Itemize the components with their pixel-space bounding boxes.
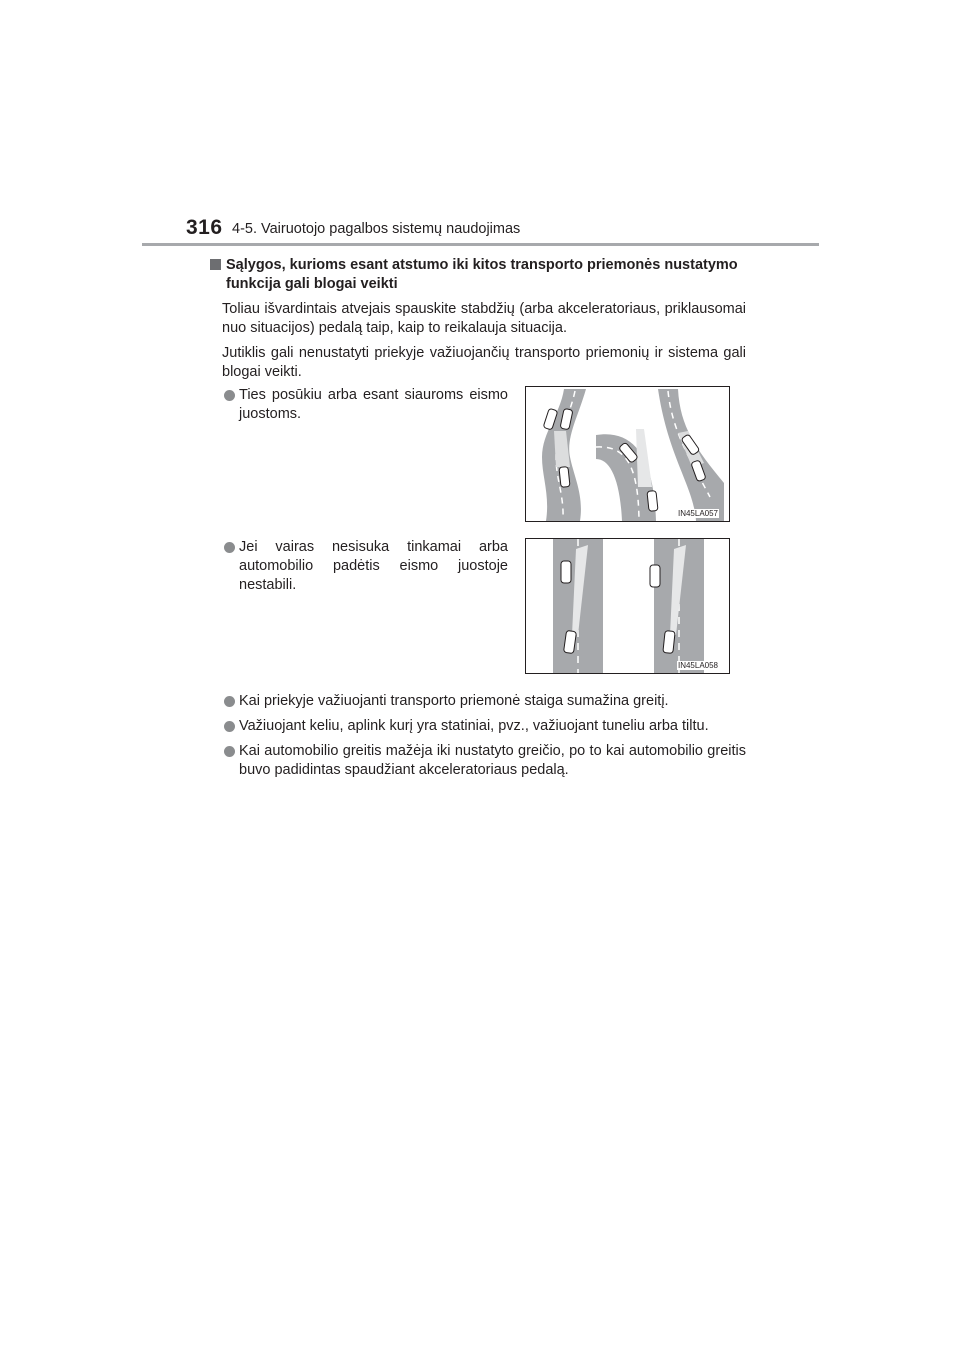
- curve-road-drawing: [526, 387, 729, 521]
- page-header: [0, 0, 960, 250]
- bullet-list: [210, 692, 746, 780]
- section-heading: [210, 256, 746, 294]
- bullet-text: Kai automobilio greitis mažėja iki nustatyto greičio, po to kai automobilio greitis buvo padidintas spaudžiant akceleratoriaus pedalą.: [239, 743, 746, 778]
- bullet-item: [210, 717, 746, 736]
- bullet-dot-icon: [224, 542, 235, 553]
- illustrated-item-curves: [210, 386, 746, 534]
- section-heading-text: Sąlygos, kurioms esant atstumo iki kitos transporto priemonės nustatymo funkcija gali blogai veikti: [226, 257, 738, 292]
- section-title: 4-5. Vairuotojo pagalbos sistemų naudojimas: [232, 221, 521, 237]
- bullet-item: [210, 538, 508, 595]
- bullet-text: Važiuojant keliu, aplink kurį yra statiniai, pvz., važiuojant tuneliu arba tiltu.: [239, 718, 709, 734]
- figure-code: IN45LA058: [677, 661, 718, 670]
- figure-code: IN45LA057: [677, 509, 718, 518]
- square-bullet-icon: [210, 259, 221, 270]
- page-content: [210, 256, 746, 786]
- curve-road-illustration: [525, 386, 730, 522]
- illustrated-item-lane: [210, 538, 746, 686]
- header-divider: [142, 243, 819, 246]
- lane-position-illustration: [525, 538, 730, 674]
- bullet-item: [210, 386, 508, 424]
- bullet-dot-icon: [224, 696, 235, 707]
- paragraph: Jutiklis gali nenustatyti priekyje važiuojančių transporto priemonių ir sistema gali blogai veikti.: [222, 345, 746, 380]
- lane-road-drawing: [526, 539, 729, 673]
- paragraph: Toliau išvardintais atvejais spauskite stabdžių (arba akceleratoriaus, priklausomai nuo situacijos) pedalą taip, kaip to reikalauja situacija.: [222, 301, 746, 336]
- page-number: 316: [186, 216, 223, 239]
- bullet-dot-icon: [224, 746, 235, 757]
- bullet-dot-icon: [224, 721, 235, 732]
- bullet-text: Kai priekyje važiuojanti transporto priemonė staiga sumažina greitį.: [239, 693, 669, 709]
- bullet-text: Jei vairas nesisuka tinkamai arba automobilio padėtis eismo juostoje nestabili.: [239, 539, 508, 593]
- bullet-text: Ties posūkiu arba esant siauroms eismo juostoms.: [239, 387, 508, 422]
- bullet-item: [210, 692, 746, 711]
- bullet-item: [210, 742, 746, 780]
- bullet-dot-icon: [224, 390, 235, 401]
